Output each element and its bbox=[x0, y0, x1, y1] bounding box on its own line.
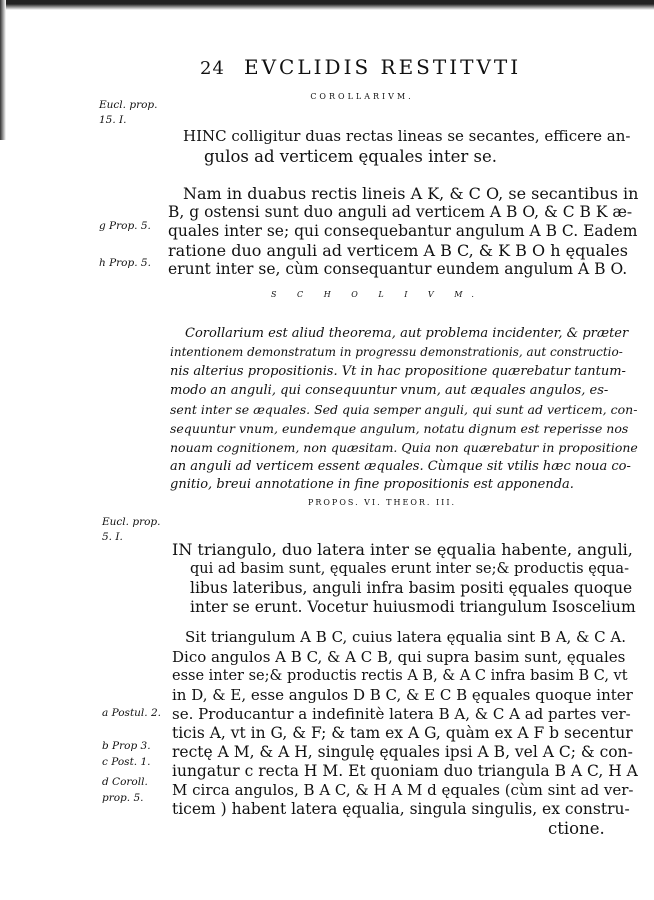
proposition-proof-line: ctione. bbox=[548, 819, 605, 838]
scan-left-edge bbox=[0, 0, 6, 140]
margin-note: g Prop. 5. bbox=[99, 220, 151, 232]
margin-note: 15. I. bbox=[99, 114, 127, 126]
margin-note: prop. 5. bbox=[102, 792, 144, 804]
proposition-proof-line: Sit triangulum A B C, cuius latera ęqualia sint B A, & C A. bbox=[185, 628, 627, 646]
margin-note: 5. I. bbox=[102, 531, 123, 543]
corollarium-statement-line: gulos ad verticem ęquales inter se. bbox=[204, 147, 497, 166]
proposition-proof-line: in D, & E, esse angulos D B C, & E C B ęquales quoque inter bbox=[172, 686, 633, 704]
margin-note: h Prop. 5. bbox=[99, 257, 151, 269]
scholium-line: an anguli ad verticem essent æquales. Cùmque sit vtilis hæc noua co- bbox=[170, 459, 631, 474]
margin-note: Eucl. prop. bbox=[102, 516, 161, 528]
scholium-line: Corollarium est aliud theorema, aut problema incidenter, & præter bbox=[185, 326, 629, 341]
scholium-line: sent inter se æquales. Sed quia semper anguli, qui sunt ad verticem, con- bbox=[170, 402, 638, 417]
margin-note: Eucl. prop. bbox=[99, 99, 158, 111]
corollarium-proof-line: B, g ostensi sunt duo anguli ad verticem A B O, & C B K æ- bbox=[168, 203, 633, 221]
margin-note: c Post. 1. bbox=[102, 756, 151, 768]
scholium-line: nis alterius propositionis. Vt in hac propositione quærebatur tantum- bbox=[170, 364, 626, 379]
proposition-heading: PROPOS. VI. THEOR. III. bbox=[307, 498, 457, 507]
page-number: 24 bbox=[200, 58, 225, 79]
running-title: EVCLIDIS RESTITVTI bbox=[244, 55, 522, 79]
scholium-line: nouam cognitionem, non quæsitam. Quia non quærebatur in propositione bbox=[170, 440, 638, 455]
scholium-line: sequuntur vnum, eundemque angulum, notatu dignum est reperisse nos bbox=[170, 421, 629, 436]
proposition-statement-line: qui ad basim sunt, ęquales erunt inter se;& productis ęqua- bbox=[190, 561, 629, 577]
running-header bbox=[200, 55, 521, 79]
scholium-line: gnitio, breui annotatione in fine propositionis est apponenda. bbox=[170, 477, 574, 492]
scan-top-edge bbox=[0, 0, 654, 10]
proposition-proof-line: rectę A M, & A H, singulę ęquales ipsi A B, vel A C; & con- bbox=[172, 743, 633, 761]
corollarium-proof-line: Nam in duabus rectis lineis A K, & C O, se secantibus in bbox=[183, 184, 639, 203]
proposition-proof-line: M circa angulos, B A C, & H A M d ęquales (cùm sint ad ver- bbox=[172, 781, 634, 799]
corollarium-proof-line: quales inter se; qui consequebantur angulum A B C. Eadem bbox=[168, 222, 638, 240]
scholium-line: modo an anguli, qui consequuntur vnum, aut æquales angulos, es- bbox=[170, 383, 609, 398]
corollarium-heading: COROLLARIVM. bbox=[310, 92, 414, 101]
proposition-statement-line: inter se erunt. Vocetur huiusmodi triangulum Isoscelium bbox=[190, 598, 636, 616]
proposition-proof-line: iungatur c recta H M. Et quoniam duo triangula B A C, H A bbox=[172, 762, 638, 780]
proposition-proof-line: ticis A, vt in G, & F; & tam ex A G, quàm ex A F b secentur bbox=[172, 724, 633, 742]
corollarium-statement-line: HINC colligitur duas rectas lineas se secantes, efficere an- bbox=[183, 127, 631, 145]
proposition-statement-line: IN triangulo, duo latera inter se ęqualia habente, anguli, bbox=[172, 540, 633, 559]
proposition-proof-line: Dico angulos A B C, & A C B, qui supra basim sunt, ęquales bbox=[172, 648, 626, 666]
proposition-proof-line: esse inter se;& productis rectis A B, & A C infra basim B C, vt bbox=[172, 668, 628, 684]
corollarium-proof-line: erunt inter se, cùm consequantur eundem angulum A B O. bbox=[168, 260, 628, 278]
margin-note: b Prop 3. bbox=[102, 740, 151, 752]
scholium-line: intentionem demonstratum in progressu demonstrationis, aut constructio- bbox=[170, 345, 623, 359]
proposition-proof-line: ticem ) habent latera ęqualia, singula singulis, ex constru- bbox=[172, 800, 630, 818]
proposition-statement-line: libus lateribus, anguli infra basim positi ęquales quoque bbox=[190, 579, 633, 597]
margin-note: d Coroll. bbox=[102, 776, 148, 788]
proposition-proof-line: se. Producantur a indefinitè latera B A, & C A ad partes ver- bbox=[172, 705, 631, 723]
scholium-heading: S C H O L I V M. bbox=[271, 290, 483, 299]
corollarium-proof-line: ratione duo anguli ad verticem A B C, & K B O h ęquales bbox=[168, 241, 628, 260]
margin-note: a Postul. 2. bbox=[102, 707, 161, 719]
